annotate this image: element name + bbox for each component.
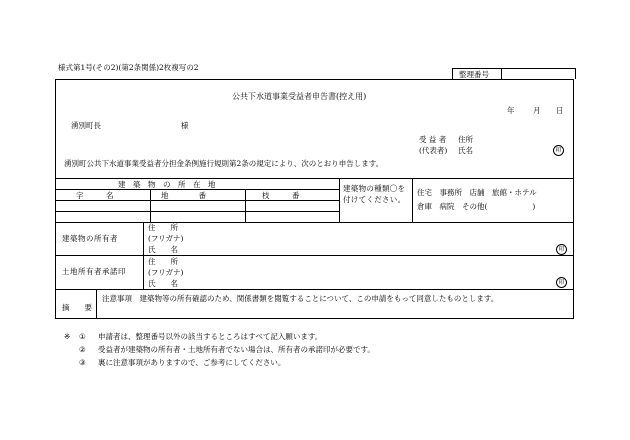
declaration-text: 湧別町公共下水道事業受益者分担金条例施行規則第2条の規定により、次のとおり申告します。 [64, 159, 384, 168]
chiban-input-row1[interactable] [151, 201, 245, 211]
form-number: 様式第1号(その2)(第2条関係)2枚複写の2 [58, 63, 199, 72]
note-3-number: ③ [79, 358, 86, 367]
owner-address-label: 住 所 [148, 223, 178, 232]
land-owner-label: 土地所有者承諾印 [62, 267, 126, 276]
beneficiary-seal: 印 [553, 145, 564, 156]
beneficiary-address-label: 住所 [458, 135, 473, 144]
building-type-options-2[interactable]: 倉庫 病院 その他( ) [417, 202, 536, 211]
col-aza-header: 字 名 [76, 191, 114, 200]
note-2-number: ② [79, 345, 86, 354]
chiban-input-row2[interactable] [151, 212, 245, 222]
beneficiary-name-label: 氏名 [458, 146, 473, 155]
building-type-options-1[interactable]: 住宅 事務所 店舗 旅館・ホテル [417, 188, 537, 197]
note-2-text: 受益者が建築物の所有者・土地所有者でない場合は、所有者の承諾印が必要です。 [98, 345, 375, 354]
building-location-header: 建 築 物 の 所 在 地 [118, 180, 216, 189]
form-title: 公共下水道事業受益者申告書(控え用) [232, 92, 367, 101]
aza-input-row1[interactable] [56, 201, 150, 211]
note-1-number: ① [79, 332, 86, 341]
land-owner-name-label: 氏 名 [148, 279, 178, 288]
land-owner-address-label: 住 所 [148, 257, 178, 266]
col-eda-header: 枝 番 [262, 191, 300, 200]
note-3-text: 裏に注意事項がありますので、ご参考にしてください。 [98, 358, 286, 367]
ref-number-input[interactable] [501, 69, 574, 79]
owner-label: 建築物の所有者 [62, 234, 118, 243]
beneficiary-label: 受 益 者 [419, 135, 447, 144]
ref-number-label: 整理番号 [459, 70, 489, 79]
eda-input-row2[interactable] [246, 212, 339, 222]
eda-input-row1[interactable] [246, 201, 339, 211]
owner-seal: 印 [556, 244, 567, 255]
honorific: 様 [181, 121, 189, 130]
land-owner-seal: 印 [556, 277, 567, 288]
col-chiban-header: 地 番 [161, 191, 206, 200]
owner-name-label: 氏 名 [148, 245, 178, 254]
application-form [55, 79, 574, 319]
summary-text: 注意事項 建築物等の所有確認のため、関係書類を閲覧することについて、この申請をもって同意したものとします。 [102, 294, 499, 303]
notes-mark: ※ [64, 332, 71, 341]
land-owner-furigana-label: (フリガナ) [148, 268, 184, 277]
addressee: 湧別町長 [71, 121, 101, 130]
note-1-text: 申請者は、整理番号以外の該当するところはすべて記入願います。 [98, 332, 323, 341]
owner-furigana-label: (フリガナ) [148, 234, 184, 243]
date-day-label: 日 [556, 106, 564, 115]
building-type-label: 建築物の種類〇を付けてください。 [343, 184, 406, 204]
summary-label: 摘 要 [62, 303, 92, 312]
aza-input-row2[interactable] [56, 212, 150, 222]
date-month-label: 月 [533, 106, 541, 115]
date-year-label: 年 [507, 106, 515, 115]
beneficiary-rep-label: (代表者) [419, 146, 448, 155]
